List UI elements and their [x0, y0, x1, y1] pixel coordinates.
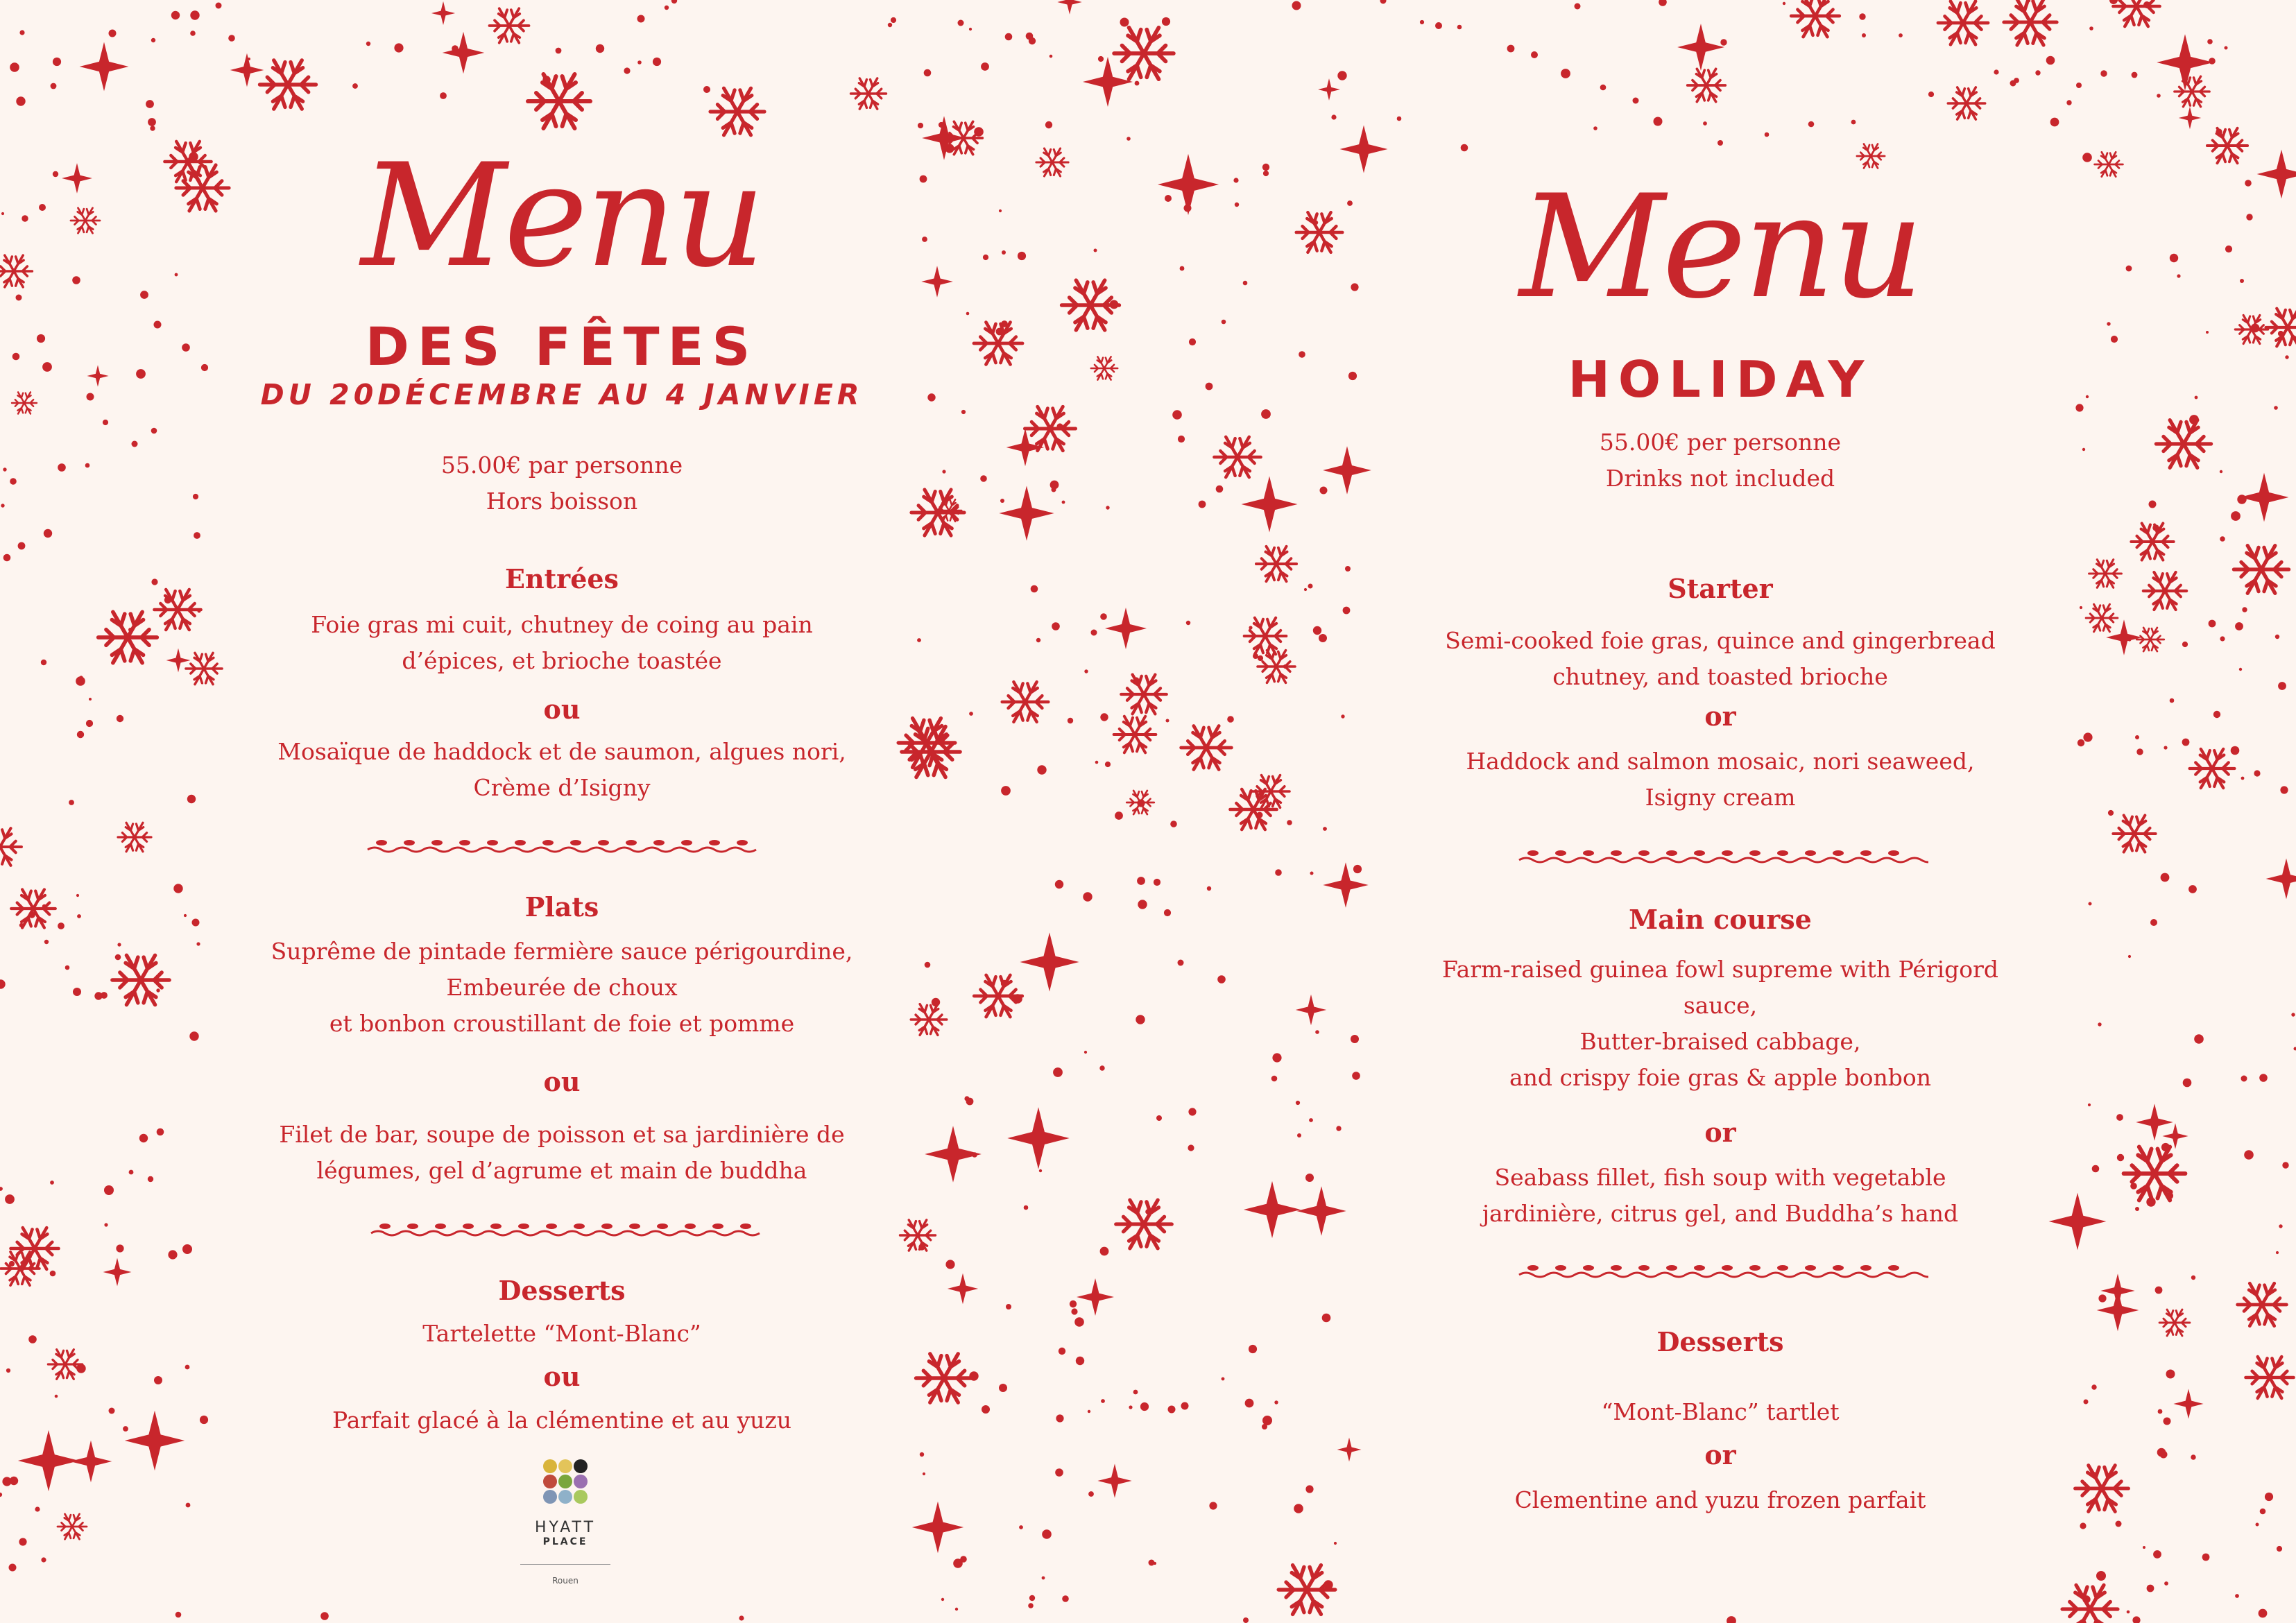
or1-fr: ou — [543, 694, 581, 725]
logo-city: Rouen — [552, 1576, 579, 1586]
starter1-line2-fr: d’épices, et brioche toastée — [402, 647, 722, 674]
price-en: 55.00€ per personne — [1599, 429, 1842, 456]
title-en: HOLIDAY — [1568, 350, 1873, 409]
or2-fr: ou — [543, 1066, 581, 1097]
starter2-line1-en: Haddock and salmon mosaic, nori seaweed, — [1466, 748, 1975, 775]
title-fr: DES FÊTES — [365, 316, 759, 377]
or3-en: or — [1704, 1439, 1736, 1470]
dessert1-fr: Tartelette “Mont-Blanc” — [422, 1320, 701, 1347]
dessert1-en: “Mont-Blanc” tartlet — [1601, 1398, 1840, 1425]
dessert2-en: Clementine and yuzu frozen parfait — [1514, 1486, 1926, 1513]
script-title-fr: Menu — [361, 134, 763, 299]
logo-text-hyatt: HYATT — [534, 1519, 597, 1536]
or3-fr: ou — [543, 1361, 581, 1392]
starter2-line2-en: Isigny cream — [1645, 784, 1796, 811]
vine-divider-fr-2 — [364, 1219, 766, 1247]
dates-fr: DU 20DÉCEMBRE AU 4 JANVIER — [260, 378, 864, 411]
starter-heading-en: Starter — [1668, 573, 1773, 604]
main2-line2-fr: légumes, gel d’agrume et main de buddha — [316, 1157, 807, 1184]
drinks-en: Drinks not included — [1605, 465, 1835, 492]
main1-line4-en: and crispy foie gras & apple bonbon — [1509, 1064, 1932, 1091]
starter2-line2-fr: Crème d’Isigny — [473, 774, 651, 801]
main1-line3-en: Butter-braised cabbage, — [1579, 1028, 1861, 1055]
vine-divider-en-2 — [1512, 1261, 1928, 1289]
starter-heading-fr: Entrées — [505, 563, 619, 594]
starter1-line2-en: chutney, and toasted brioche — [1552, 663, 1888, 690]
main1-line3-fr: et bonbon croustillant de foie et pomme — [329, 1010, 795, 1037]
hyatt-place-logo — [524, 1457, 607, 1586]
english-menu-page — [1387, 0, 2053, 1623]
main-heading-en: Main course — [1629, 904, 1812, 935]
vine-divider-fr-1 — [361, 836, 763, 864]
main-heading-fr: Plats — [524, 891, 599, 922]
starter1-line1-fr: Foie gras mi cuit, chutney de coing au pain — [311, 611, 813, 638]
drinks-fr: Hors boisson — [486, 488, 638, 515]
dessert-heading-fr: Desserts — [498, 1275, 626, 1306]
or1-en: or — [1704, 701, 1736, 732]
dessert-heading-en: Desserts — [1656, 1326, 1784, 1357]
starter2-line1-fr: Mosaïque de haddock et de saumon, algues nori, — [277, 738, 846, 765]
dessert2-fr: Parfait glacé à la clémentine et au yuzu — [332, 1407, 792, 1434]
price-fr: 55.00€ par personne — [440, 452, 683, 479]
main2-line1-en: Seabass fillet, fish soup with vegetable — [1494, 1164, 1946, 1191]
main1-line1-en: Farm-raised guinea fowl supreme with Périgord — [1441, 956, 1999, 983]
script-title-en: Menu — [1519, 165, 1921, 330]
main2-line2-en: jardinière, citrus gel, and Buddha’s hand — [1482, 1200, 1959, 1227]
main2-line1-fr: Filet de bar, soupe de poisson et sa jardinière de — [279, 1121, 845, 1148]
main1-line1-fr: Suprême de pintade fermière sauce périgourdine, — [271, 938, 853, 965]
french-menu-page — [229, 0, 895, 1623]
logo-text-place: PLACE — [542, 1536, 588, 1547]
main1-line2-en: sauce, — [1683, 992, 1758, 1019]
main1-line2-fr: Embeurée de choux — [446, 974, 678, 1001]
or2-en: or — [1704, 1117, 1736, 1148]
hyatt-dots-icon — [524, 1457, 607, 1519]
vine-divider-en-1 — [1512, 846, 1928, 874]
starter1-line1-en: Semi-cooked foie gras, quince and gingerbread — [1445, 627, 1996, 654]
